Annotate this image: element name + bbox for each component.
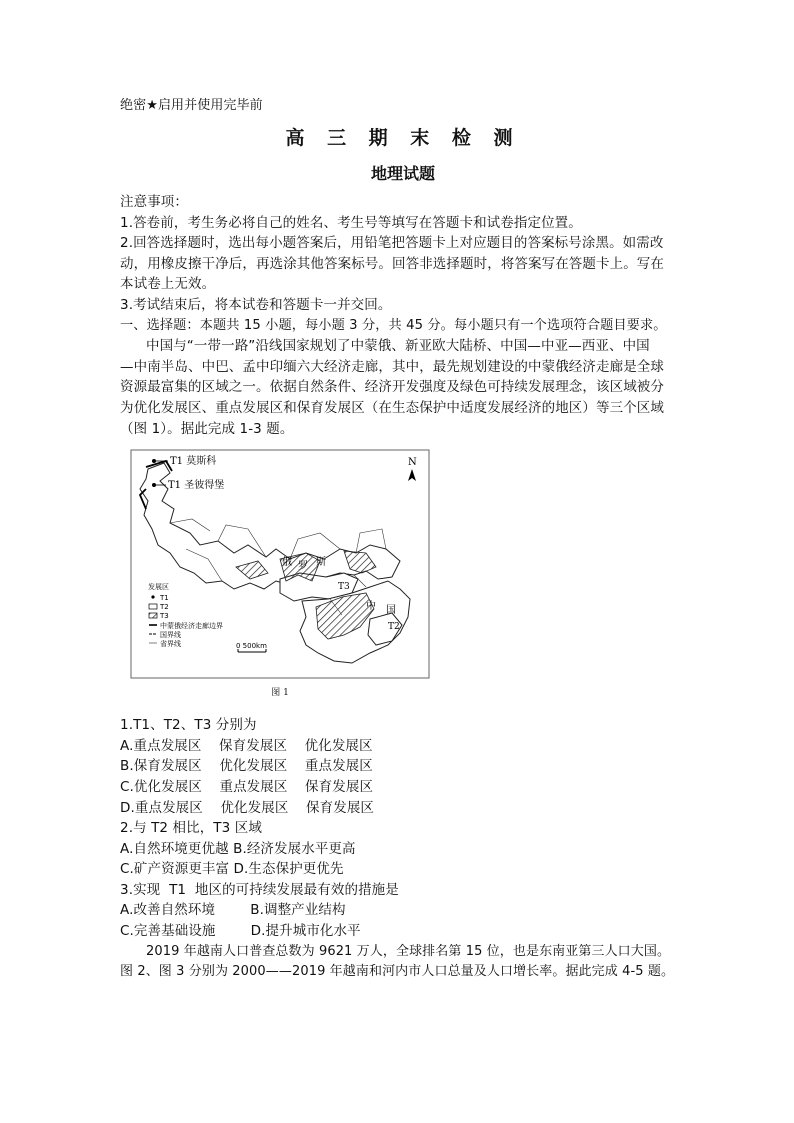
label-russia-2: 罗 <box>298 561 308 573</box>
notes-block <box>120 192 686 316</box>
label-russia-3: 斯 <box>316 557 326 569</box>
question-stem: 1.T1、T2、T3 分别为 <box>120 717 257 734</box>
secret-label: 绝密★启用并使用完毕前 <box>120 98 263 113</box>
scale-label: 0 500km <box>236 642 267 651</box>
passage2-line: 图 2、图 3 分别为 2000——2019 年越南和河内市人口总量及人口增长率。据此完成 4-5 题。 <box>120 964 675 980</box>
legend-national: 国界线 <box>160 631 181 640</box>
question-option[interactable]: C.完善基础设施 D.提升城市化水平 <box>120 923 361 940</box>
legend-t3: T3 <box>160 612 169 621</box>
label-russia-1: 俄 <box>282 557 292 569</box>
question-option[interactable]: C.优化发展区 重点发展区 保育发展区 <box>120 778 374 795</box>
passage-2 <box>120 942 686 983</box>
figure-1-map <box>130 449 430 709</box>
question-option[interactable]: D.重点发展区 优化发展区 保育发展区 <box>120 799 375 816</box>
question-3 <box>120 880 686 942</box>
label-t3: T3 <box>338 582 350 593</box>
legend-t2: T2 <box>160 603 169 612</box>
section-heading: 一、选择题：本题共 15 小题，每小题 3 分，共 45 分。每小题只有一个选项符合题目要求。 <box>120 317 667 333</box>
notes-line: 2.回答选择题时，选出每小题答案后，用铅笔把答题卡上对应题目的答案标号涂黑。如需改 <box>120 235 664 252</box>
legend-title: 发展区 <box>148 583 169 592</box>
question-option[interactable]: A.改善自然环境 B.调整产业结构 <box>120 902 346 919</box>
label-t2: T2 <box>388 622 400 633</box>
legend-corridor: 中蒙俄经济走廊边界 <box>160 622 223 631</box>
notes-heading: 注意事项： <box>120 194 188 210</box>
notes-line: 动，用橡皮擦干净后，再选涂其他答案标号。回答非选择题时，将答案写在答题卡上。写在 <box>120 255 664 272</box>
question-option[interactable]: B.保育发展区 优化发展区 重点发展区 <box>120 758 373 775</box>
north-label: N <box>408 457 417 469</box>
label-moscow: T1 莫斯科 <box>170 456 217 468</box>
t1-stpete-dot <box>152 483 156 487</box>
passage-line: 中国与“一带一路”沿线国家规划了中蒙俄、新亚欧大陆桥、中国—中亚—西亚、中国 <box>146 338 650 355</box>
notes-line: 1.答卷前，考生务必将自己的姓名、考生号等填写在答题卡和试卷指定位置。 <box>120 214 582 231</box>
question-option[interactable]: A.自然环境更优越 B.经济发展水平更高 <box>120 840 356 857</box>
label-china-1: 中 <box>366 601 376 613</box>
question-option[interactable]: C.矿产资源更丰富 D.生态保护更优先 <box>120 861 344 878</box>
t1-moscow-dot <box>152 459 156 463</box>
question-option[interactable]: A.重点发展区 保育发展区 优化发展区 <box>120 737 373 754</box>
legend-province: 省界线 <box>160 640 181 649</box>
passage-line: （图 1）。据此完成 1-3 题。 <box>120 420 294 437</box>
legend-t1: T1 <box>160 594 169 603</box>
question-stem: 2.与 T2 相比，T3 区域 <box>120 820 262 837</box>
notes-line: 3.考试结束后，将本试卷和答题卡一并交回。 <box>120 296 392 313</box>
question-stem: 3.实现 T1 地区的可持续发展最有效的措施是 <box>120 881 399 898</box>
notes-line: 本试卷上无效。 <box>120 276 216 293</box>
question-2 <box>120 818 686 880</box>
passage-line: 资源最富集的区域之一。依据自然条件、经济开发强度及绿色可持续发展理念，该区域被分 <box>120 379 664 396</box>
passage2-line: 2019 年越南人口普查总数为 9621 万人，全球排名第 15 位，也是东南亚第三人口大国。 <box>146 943 671 959</box>
passage-line: —中南半岛、中巴、孟中印缅六大经济走廊，其中，最先规划建设的中蒙俄经济走廊是全球 <box>120 358 664 375</box>
label-stpete: T1 圣彼得堡 <box>168 480 225 492</box>
exam-page <box>120 96 686 983</box>
figure-caption: 图 1 <box>271 688 289 699</box>
passage-line: 为优化发展区、重点发展区和保育发展区（在生态保护中适度发展经济的地区）等三个区域 <box>120 399 664 416</box>
label-china-2: 国 <box>386 605 396 617</box>
question-1 <box>120 715 686 818</box>
exam-subtitle: 地理试题 <box>370 164 435 183</box>
section-one <box>120 316 686 440</box>
exam-title: 高 三 期 末 检 测 <box>285 127 521 149</box>
map-image <box>130 449 430 681</box>
